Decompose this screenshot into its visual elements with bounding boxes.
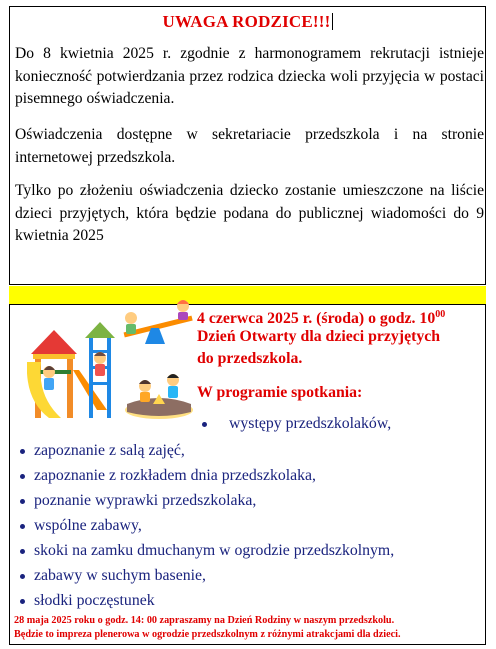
bullet-icon — [20, 599, 25, 604]
bullet-icon — [20, 474, 25, 479]
bullet-icon — [20, 524, 25, 529]
bullet-icon — [202, 422, 207, 427]
open-day-date: 4 czerwca 2025 r. (środa) o godz. $10^{00}$ — [197, 309, 446, 327]
bullet-icon — [20, 449, 25, 454]
footer-line-2: Będzie to impreza plenerowa w ogrodzie przedszkolnym z różnymi atrakcjami dla dzieci. — [14, 629, 401, 640]
notice-paragraph-2: Oświadczenia dostępne w sekretariacie przedszkola i na stronie internetowej przedszkola. — [15, 126, 484, 166]
program-item: zabawy w suchym basenie, — [34, 567, 206, 584]
text-cursor — [332, 13, 333, 30]
program-item: słodki poczęstunek — [34, 592, 155, 609]
open-day-event-line-1: Dzień Otwarty dla dzieci przyjętych — [197, 328, 441, 345]
bullet-icon — [20, 574, 25, 579]
program-item: wspólne zabawy, — [34, 517, 142, 534]
program-item: występy przedszkolaków, — [229, 415, 392, 432]
footer-line-1: 28 maja 2025 roku o godz. 14: 00 zapraszamy na Dzień Rodziny w naszym przedszkolu. — [14, 615, 395, 626]
playground-illustration — [27, 300, 195, 422]
program-item: poznanie wyprawki przedszkolaka, — [34, 492, 257, 509]
notice-paragraph-1: Do 8 kwietnia 2025 r. zgodnie z harmonogramem rekrutacji istnieje konieczność potwierdzania przez rodzica dziecka woli przyjęcia w postaci pisemnego oświadczenia. — [15, 45, 484, 107]
notice-title: UWAGA RODZICE!!! — [162, 12, 331, 31]
bullet-icon — [20, 499, 25, 504]
open-day-event-line-2: do przedszkola. — [197, 350, 303, 367]
notice-box — [9, 6, 486, 285]
program-heading: W programie spotkania: — [197, 384, 363, 401]
program-item: skoki na zamku dmuchanym w ogrodzie przedszkolnym, — [34, 542, 395, 559]
program-item: zapoznanie z salą zajęć, — [34, 442, 185, 459]
program-item: zapoznanie z rozkładem dnia przedszkolaka, — [34, 467, 317, 484]
bullet-icon — [20, 549, 25, 554]
notice-paragraph-3: Tylko po złożeniu oświadczenia dziecko zostanie umieszczone na liście dzieci przyjętych, która będzie podana do publicznej wiadomości do 9 kwietnia 2025 — [15, 182, 484, 244]
